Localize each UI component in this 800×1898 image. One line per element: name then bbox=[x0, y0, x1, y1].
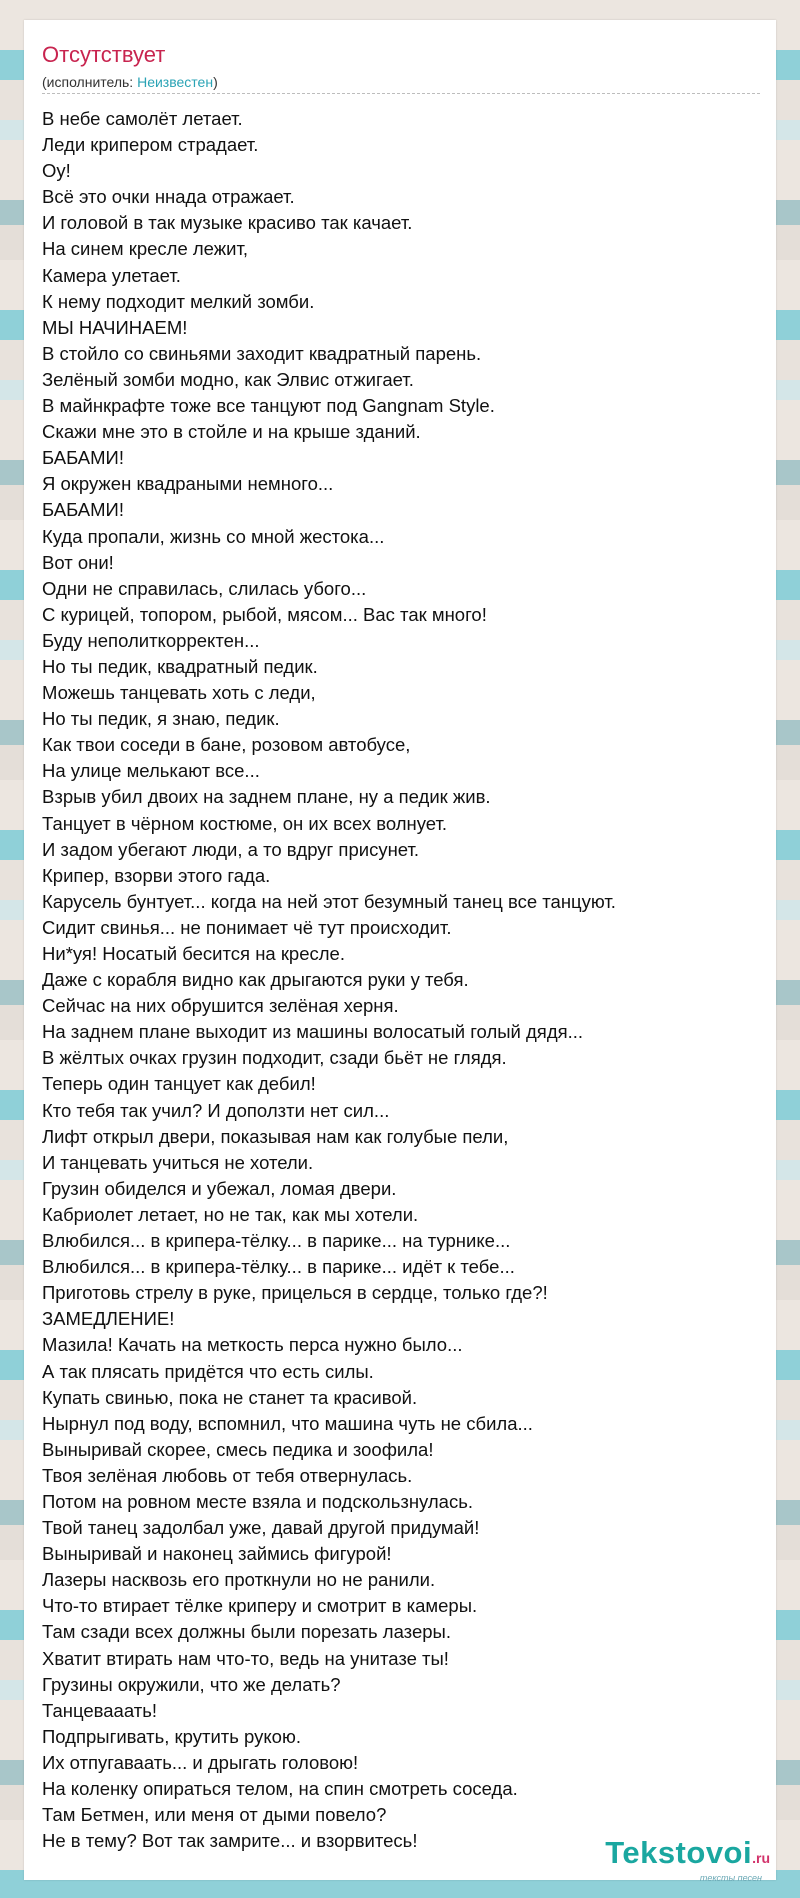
lyric-line: МЫ НАЧИНАЕМ! bbox=[42, 316, 188, 338]
lyric-line: На синем кресле лежит, bbox=[42, 238, 249, 260]
site-logo[interactable] bbox=[605, 1835, 770, 1883]
lyric-line: Можешь танцевать хоть с леди, bbox=[42, 682, 316, 704]
lyric-line: Сидит свинья... не понимает чё тут происходит. bbox=[42, 916, 452, 938]
lyric-line: Скажи мне это в стойле и на крыше зданий. bbox=[42, 421, 421, 443]
lyric-line: БАБАМИ! bbox=[42, 499, 124, 521]
lyric-line: Камера улетает. bbox=[42, 264, 181, 286]
lyric-line: Кабриолет летает, но не так, как мы хотели. bbox=[42, 1203, 419, 1225]
lyric-line: Танцует в чёрном костюме, он их всех волнует. bbox=[42, 812, 448, 834]
artist-line bbox=[42, 74, 218, 90]
lyric-line: На заднем плане выходит из машины волосатый голый дядя... bbox=[42, 1021, 584, 1043]
lyric-line: Лазеры насквозь его проткнули но не ранили. bbox=[42, 1569, 436, 1591]
artist-link[interactable]: Неизвестен bbox=[137, 74, 214, 90]
lyric-line: Влюбился... в крипера-тёлку... в парике... на турнике... bbox=[42, 1230, 511, 1252]
lyric-line: Там сзади всех должны были порезать лазеры. bbox=[42, 1621, 451, 1643]
lyric-line: И задом убегают люди, а то вдруг присунет. bbox=[42, 838, 420, 860]
lyric-line: Теперь один танцует как дебил! bbox=[42, 1073, 316, 1095]
lyric-line: Ни*уя! Носатый бесится на кресле. bbox=[42, 943, 345, 964]
lyric-line: Сейчас на них обрушится зелёная херня. bbox=[42, 995, 399, 1017]
lyric-line: Кто тебя так учил? И доползти нет сил... bbox=[42, 1099, 390, 1121]
lyric-line: Грузины окружили, что же делать? bbox=[42, 1673, 341, 1695]
lyric-line: Танцевааать! bbox=[42, 1699, 157, 1721]
lyric-line: БАБАМИ! bbox=[42, 447, 124, 469]
lyric-line: Даже с корабля видно как дрыгаются руки у тебя. bbox=[42, 969, 469, 991]
lyric-line: Выныривай скорее, смесь педика и зоофила! bbox=[42, 1438, 434, 1460]
lyric-line: В небе самолёт летает. bbox=[42, 108, 243, 129]
lyric-line: И танцевать учиться не хотели. bbox=[42, 1151, 314, 1173]
lyric-line: К нему подходит мелкий зомби. bbox=[42, 290, 315, 312]
lyric-line: Нырнул под воду, вспомнил, что машина чуть не сбила... bbox=[42, 1412, 533, 1434]
lyric-line: Всё это очки ннада отражает. bbox=[42, 186, 295, 208]
song-title: Отсутствует bbox=[42, 42, 166, 67]
lyric-line: Буду неполиткорректен... bbox=[42, 629, 260, 651]
lyric-line: Леди крипером страдает. bbox=[42, 134, 259, 156]
lyrics-card bbox=[24, 20, 776, 1880]
lyric-line: Потом на ровном месте взяла и подскользнулась. bbox=[42, 1490, 473, 1512]
lyric-line: Вот они! bbox=[42, 551, 114, 573]
lyric-line: Выныривай и наконец займись фигурой! bbox=[42, 1543, 392, 1565]
lyric-line: В стойло со свиньями заходит квадратный парень. bbox=[42, 342, 482, 364]
lyric-line: В майнкрафте тоже все танцуют под Gangnam Style. bbox=[42, 395, 495, 417]
lyric-line: Оу! bbox=[42, 160, 71, 182]
logo-domain: .ru bbox=[752, 1850, 770, 1866]
lyrics-list bbox=[42, 106, 762, 1854]
lyric-line: А так плясать придётся что есть силы. bbox=[42, 1360, 374, 1382]
lyric-line: Хватит втирать нам что-то, ведь на унитазе ты! bbox=[42, 1647, 449, 1669]
lyric-line: Зелёный зомби модно, как Элвис отжигает. bbox=[42, 368, 414, 390]
lyric-line: Взрыв убил двоих на заднем плане, ну а педик жив. bbox=[42, 786, 491, 808]
lyric-line: Куда пропали, жизнь со мной жестока... bbox=[42, 525, 385, 547]
logo-tagline: тексты песен bbox=[699, 1873, 762, 1883]
lyric-line: Но ты педик, квадратный педик. bbox=[42, 655, 318, 677]
lyric-line: С курицей, топором, рыбой, мясом... Вас так много! bbox=[42, 603, 487, 625]
lyric-line: Карусель бунтует... когда на ней этот безумный танец все танцуют. bbox=[42, 890, 616, 912]
lyric-line: Что-то втирает тёлке криперу и смотрит в камеры. bbox=[42, 1595, 478, 1617]
lyric-line: Подпрыгивать, крутить рукою. bbox=[42, 1725, 301, 1747]
artist-prefix: (исполнитель: bbox=[42, 74, 138, 90]
lyric-line: Приготовь стрелу в руке, прицелься в сердце, только где?! bbox=[42, 1282, 548, 1304]
divider bbox=[42, 93, 760, 94]
lyric-line: Одни не справилась, слилась убого... bbox=[42, 577, 367, 599]
lyric-line: Твой танец задолбал уже, давай другой придумай! bbox=[42, 1517, 480, 1539]
lyric-line: В жёлтых очках грузин подходит, сзади бьёт не глядя. bbox=[42, 1047, 507, 1069]
lyric-line: Не в тему? Вот так замрите... и взорвитесь! bbox=[42, 1830, 418, 1852]
lyric-line: Влюбился... в крипера-тёлку... в парике... идёт к тебе... bbox=[42, 1256, 515, 1278]
lyric-line: Но ты педик, я знаю, педик. bbox=[42, 708, 280, 730]
lyric-line: На улице мелькают все... bbox=[42, 760, 260, 782]
lyric-line: Мазила! Качать на меткость перса нужно было... bbox=[42, 1334, 463, 1356]
logo-name: Tekstovoi bbox=[605, 1835, 753, 1870]
lyric-line: Там Бетмен, или меня от дыми повело? bbox=[42, 1804, 387, 1826]
artist-suffix: ) bbox=[213, 74, 218, 90]
lyric-line: Как твои соседи в бане, розовом автобусе, bbox=[42, 734, 411, 756]
lyric-line: На коленку опираться телом, на спин смотреть соседа. bbox=[42, 1778, 518, 1799]
lyric-line: Твоя зелёная любовь от тебя отвернулась. bbox=[42, 1464, 413, 1486]
lyric-line: Лифт открыл двери, показывая нам как голубые пели, bbox=[42, 1125, 509, 1147]
lyric-line: Их отпугаваать... и дрыгать головою! bbox=[42, 1751, 359, 1773]
lyric-line: ЗАМЕДЛЕНИЕ! bbox=[42, 1308, 175, 1330]
lyric-line: Грузин обиделся и убежал, ломая двери. bbox=[42, 1177, 397, 1199]
lyric-line: Крипер, взорви этого гада. bbox=[42, 864, 271, 886]
lyric-line: И головой в так музыке красиво так качает. bbox=[42, 212, 413, 234]
lyric-line: Я окружен квадраными немного... bbox=[42, 473, 334, 495]
lyric-line: Купать свинью, пока не станет та красивой. bbox=[42, 1386, 418, 1408]
